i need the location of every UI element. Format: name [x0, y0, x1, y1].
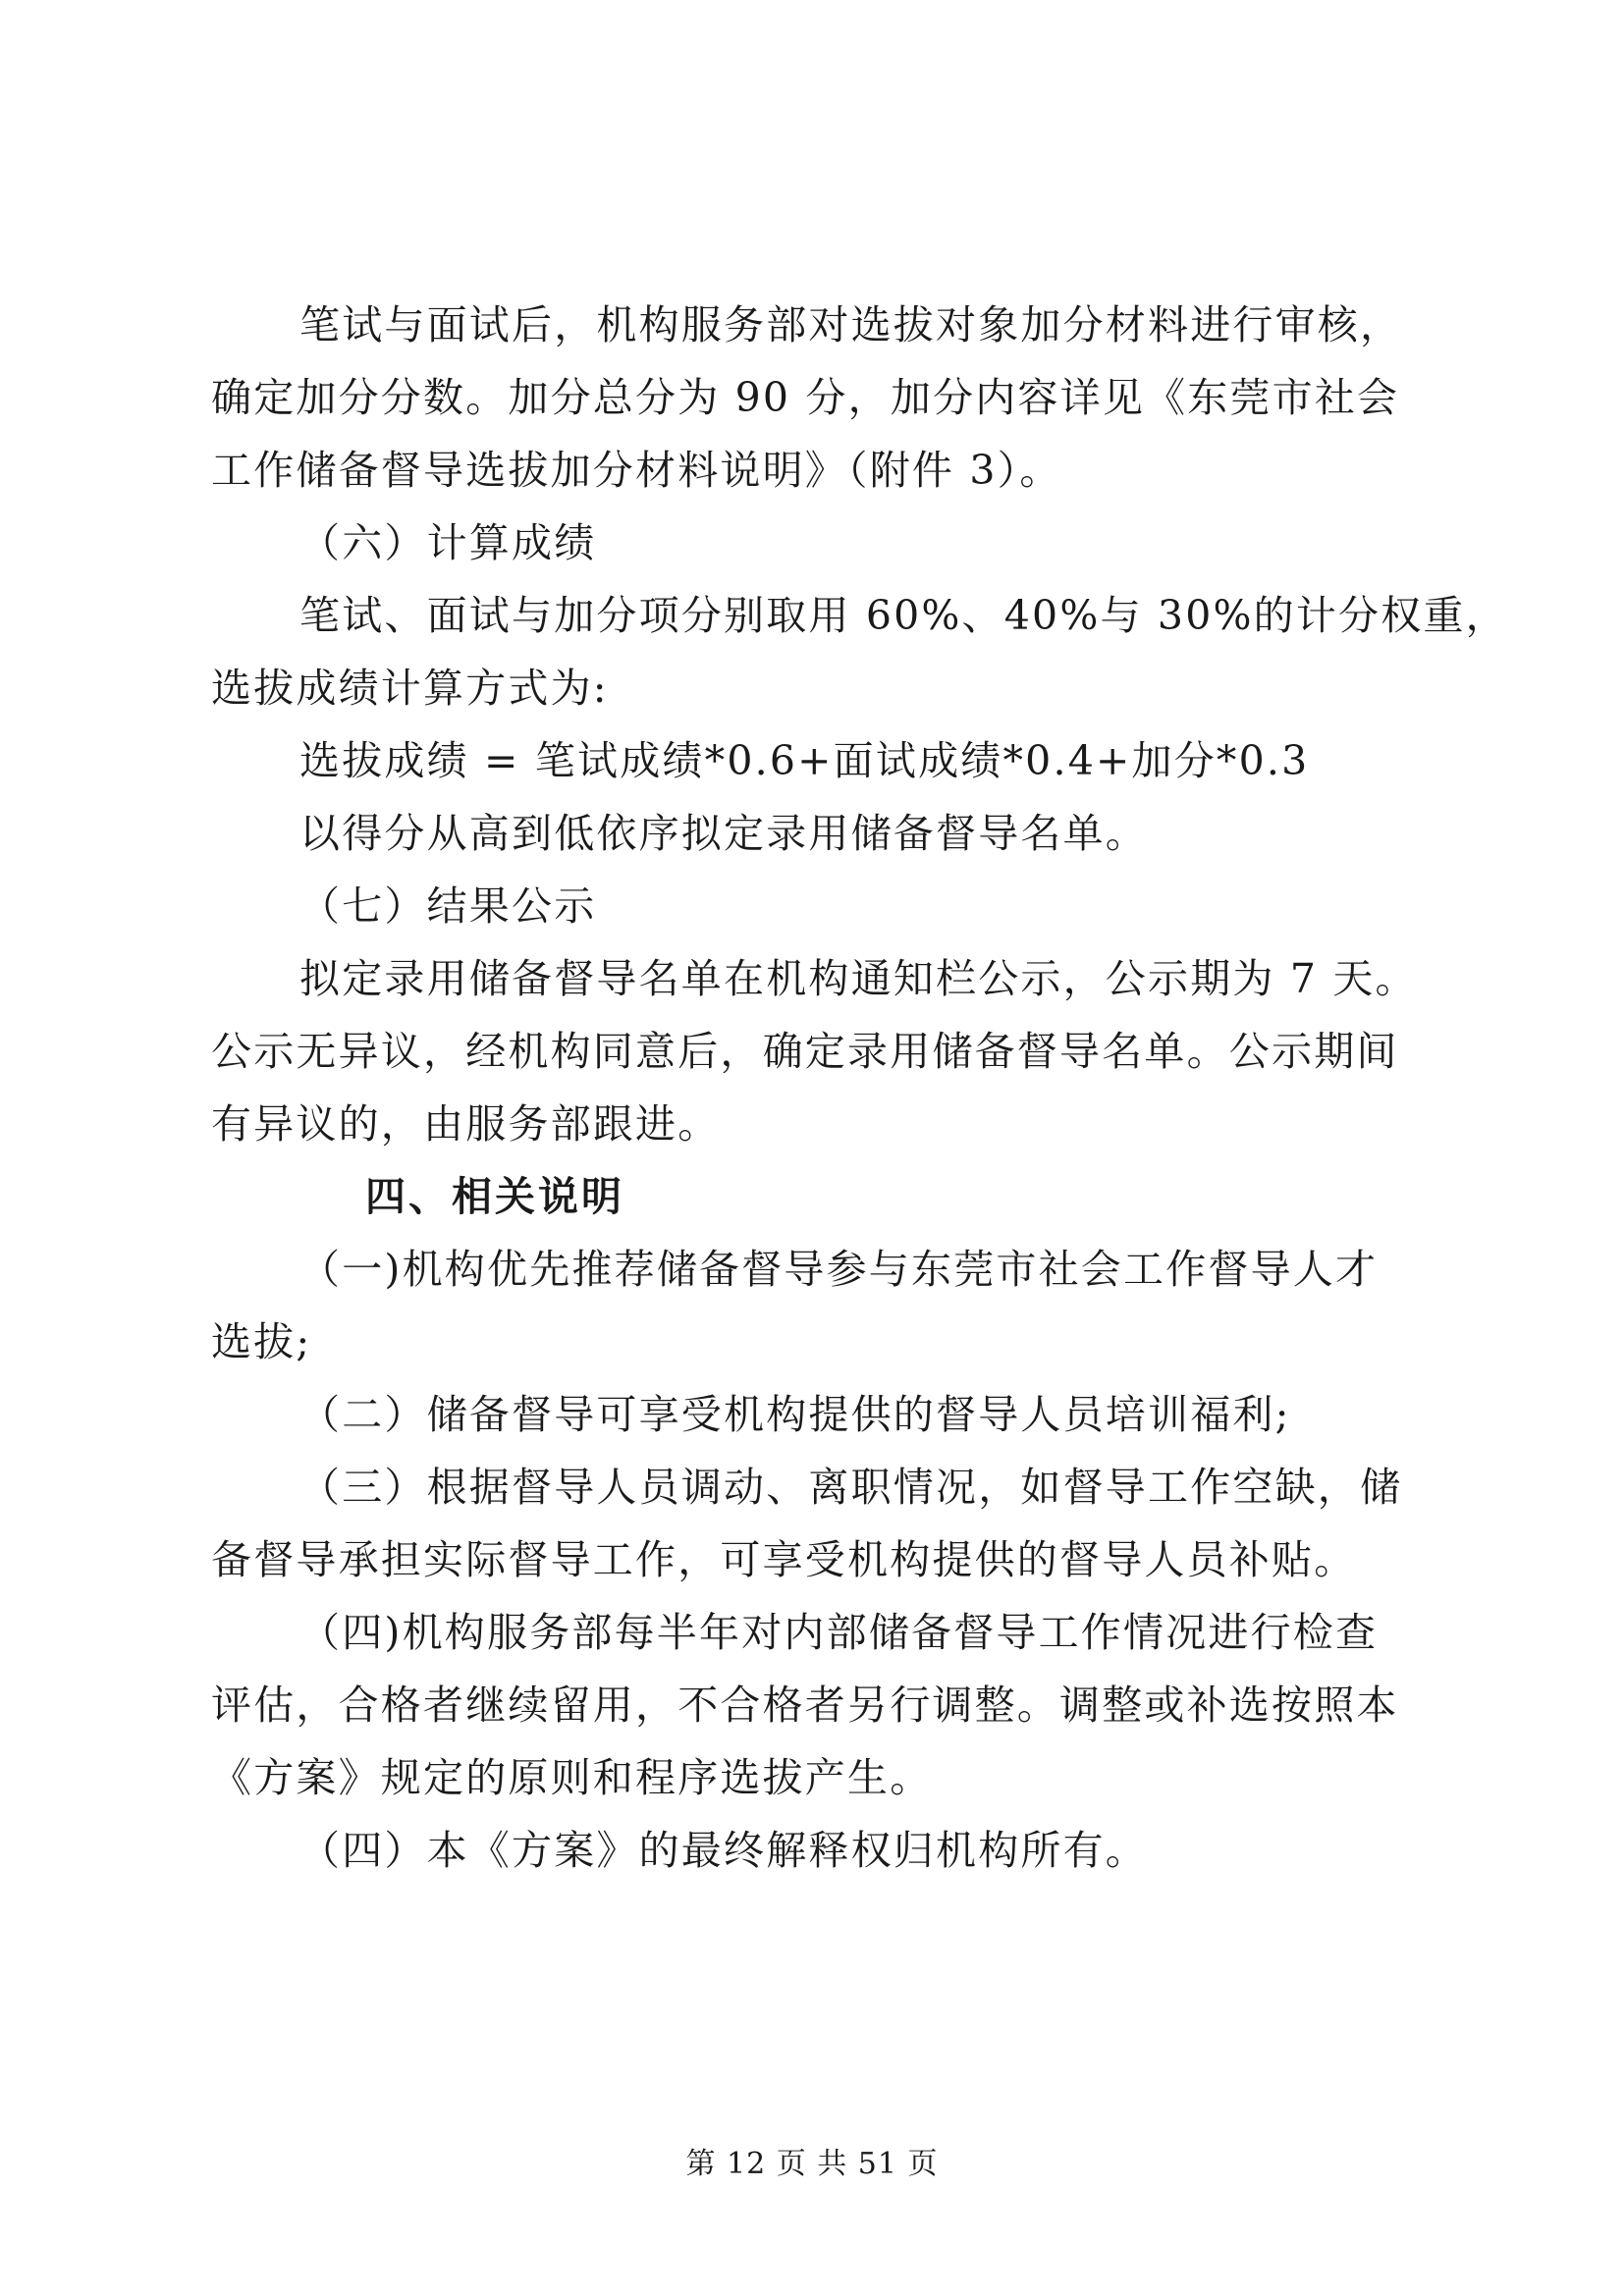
formula-line: 选拔成绩 = 笔试成绩*0.6+面试成绩*0.4+加分*0.3: [299, 737, 1310, 784]
paragraph-line: 选拔;: [211, 1318, 312, 1365]
paragraph-line: 确定加分分数。加分总分为 90 分，加分内容详见《东莞市社会: [211, 374, 1400, 421]
paragraph-line: 笔试与面试后，机构服务部对选拔对象加分材料进行审核，: [299, 301, 1403, 348]
paragraph-line: 有异议的，由服务部跟进。: [211, 1100, 721, 1148]
section-heading: （七）结果公示: [299, 882, 597, 930]
paragraph-line: （二）储备督导可享受机构提供的督导人员培训福利;: [299, 1391, 1291, 1438]
paragraph-line: 选拔成绩计算方式为:: [211, 665, 609, 712]
paragraph-line: 工作储备督导选拔加分材料说明》（附件 3）。: [211, 447, 1062, 494]
paragraph-line: 备督导承担实际督导工作，可享受机构提供的督导人员补贴。: [211, 1536, 1357, 1583]
paragraph-line: 拟定录用储备督导名单在机构通知栏公示，公示期为 7 天。: [299, 955, 1418, 1002]
paragraph-line: 公示无异议，经机构同意后，确定录用储备督导名单。公示期间: [211, 1028, 1399, 1075]
paragraph-line: （一)机构优先推荐储备督导参与东莞市社会工作督导人才: [299, 1246, 1379, 1293]
paragraph-line: （三）根据督导人员调动、离职情况，如督导工作空缺，储: [299, 1464, 1403, 1511]
paragraph-line: 评估，合格者继续留用，不合格者另行调整。调整或补选按照本: [211, 1682, 1399, 1729]
page-footer: 第 12 页 共 51 页: [685, 2147, 939, 2181]
paragraph-line: 以得分从高到低依序拟定录用储备督导名单。: [299, 810, 1148, 857]
paragraph-line: （四)机构服务部每半年对内部储备督导工作情况进行检查: [299, 1609, 1379, 1656]
paragraph-line: 笔试、面试与加分项分别取用 60%、40%与 30%的计分权重，: [299, 592, 1508, 639]
chapter-heading: 四、相关说明: [365, 1173, 624, 1220]
paragraph-line: 《方案》规定的原则和程序选拔产生。: [211, 1754, 933, 1801]
section-heading: （六）计算成绩: [299, 519, 597, 566]
paragraph-line: （四）本《方案》的最终解释权归机构所有。: [299, 1827, 1148, 1874]
